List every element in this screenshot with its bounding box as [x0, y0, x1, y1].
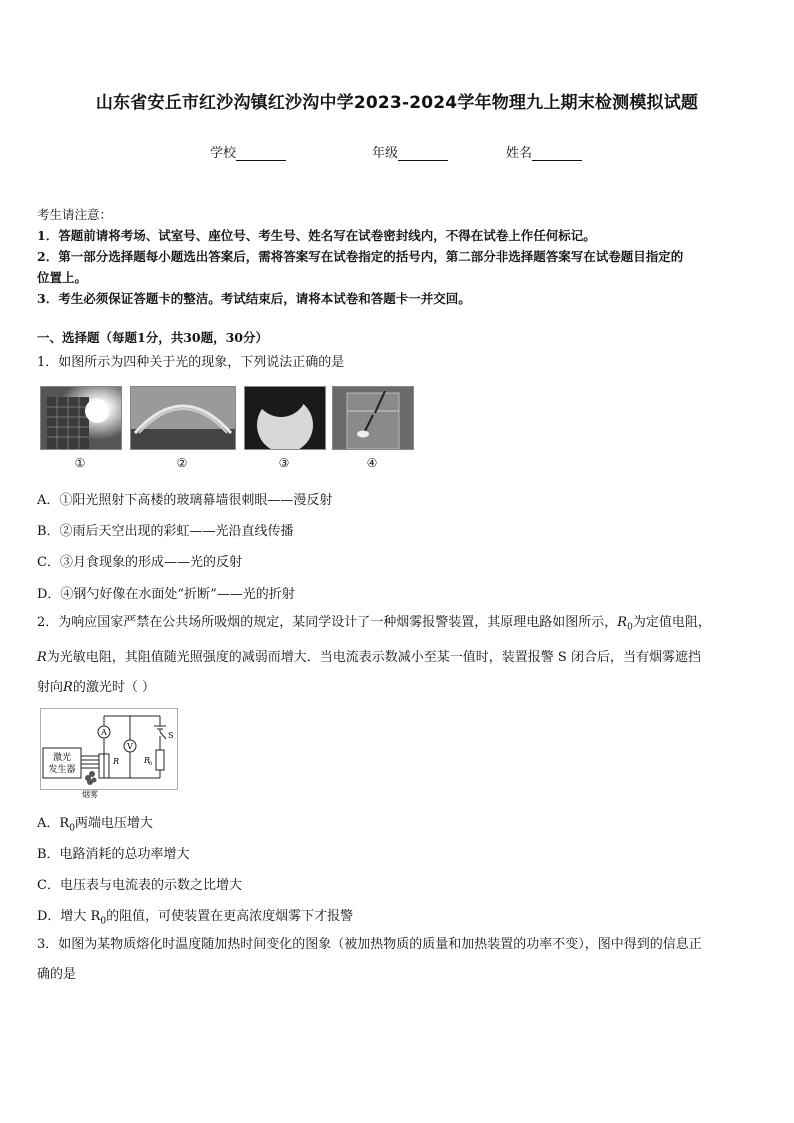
caption-2: ②: [176, 456, 188, 470]
q2-option-c[interactable]: C．电压表与电流表的示数之比增大: [37, 878, 242, 893]
photo-lunar-eclipse: [244, 386, 326, 450]
page-title: 山东省安丘市红沙沟镇红沙沟中学2023-2024学年物理九上期末检测模拟试题: [95, 93, 699, 113]
grade-field[interactable]: [372, 142, 448, 161]
notice-item: 1．答题前请将考场、试室号、座位号、考生号、姓名写在试卷密封线内，不得在试卷上作任何标记。: [37, 228, 596, 243]
notice-item: 2．第一部分选择题每小题选出答案后，需将答案写在试卷指定的括号内，第二部分非选择题答案写在试卷题目指定的: [37, 249, 684, 264]
q3-line-1: 3．如图为某物质熔化时温度随加热时间变化的图象（被加热物质的质量和加热装置的功率不变），图中得到的信息正: [37, 937, 702, 952]
resistor-r0-subscript: 0: [149, 761, 153, 767]
voltmeter-label: V: [127, 742, 133, 751]
q2-option-b[interactable]: B．电路消耗的总功率增大: [37, 847, 190, 862]
smoke-label: 烟雾: [82, 790, 98, 799]
photo-rainbow: [130, 386, 236, 450]
notice-item: 3．考生必须保证答题卡的整洁。考试结束后，请将本试卷和答题卡一并交回。: [37, 291, 471, 306]
smoke-alarm-circuit-diagram: [40, 708, 182, 800]
q3-line-2: 确的是: [37, 967, 77, 982]
school-field[interactable]: [210, 142, 286, 161]
name-field[interactable]: [506, 142, 582, 161]
name-label: 姓名: [506, 146, 533, 161]
grade-blank[interactable]: [398, 147, 448, 161]
laser-label-1: 激光: [52, 753, 72, 763]
resistor-r0-label: R: [144, 756, 151, 765]
q2-line-2: R为光敏电阻，其阻值随光照强度的减弱而增大．当电流表示数减小至某一值时，装置报警 S 闭合后，当有烟雾遮挡: [37, 649, 701, 665]
caption-3: ③: [278, 456, 290, 470]
laser-label-2: 发生器: [48, 765, 76, 775]
student-info-fields: [0, 142, 794, 162]
school-blank[interactable]: [236, 147, 286, 161]
notice-heading: 考生请注意：: [37, 207, 113, 222]
caption-4: ④: [366, 456, 378, 470]
question-2-stem: [37, 608, 762, 703]
school-label: 学校: [210, 146, 237, 161]
photo-glass-building: [40, 386, 122, 450]
grade-label: 年级: [372, 146, 399, 161]
q2-option-a[interactable]: A．$R_0$两端电压增大: [37, 816, 153, 834]
caption-1: ①: [74, 456, 86, 470]
question-1-stem: 1．如图所示为四种关于光的现象，下列说法正确的是: [37, 355, 345, 370]
switch-s-label: S: [168, 731, 174, 740]
q1-option-b[interactable]: B．②雨后天空出现的彩虹——光沿直线传播: [37, 524, 294, 539]
q2-option-d[interactable]: D．增大 $R_0$的阻值，可使装置在更高浓度烟雾下才报警: [37, 909, 354, 927]
photo-spoon-in-water: [332, 386, 414, 450]
q1-option-a[interactable]: A．①阳光照射下高楼的玻璃幕墙很刺眼——漫反射: [37, 493, 333, 508]
q2-line-3: 射向R的激光时（ ）: [37, 679, 155, 695]
q1-option-c[interactable]: C．③月食现象的形成——光的反射: [37, 555, 242, 570]
notice-item: 位置上。: [37, 270, 88, 285]
question-3-stem: [37, 930, 762, 990]
ammeter-label: A: [101, 728, 107, 737]
exam-notice: [37, 204, 762, 309]
section-heading: 一、选择题（每题1分，共30题，30分）: [37, 330, 268, 345]
q1-option-d[interactable]: D．④钢勺好像在水面处“折断”——光的折射: [37, 587, 295, 602]
q2-line-1: 2．为响应国家严禁在公共场所吸烟的规定，某同学设计了一种烟雾报警装置，其原理电路如图所示，$R_0$为定值电阻，: [37, 615, 711, 633]
name-blank[interactable]: [532, 147, 582, 161]
resistor-r-label: R: [113, 757, 120, 766]
question-1-figure: [40, 386, 412, 474]
